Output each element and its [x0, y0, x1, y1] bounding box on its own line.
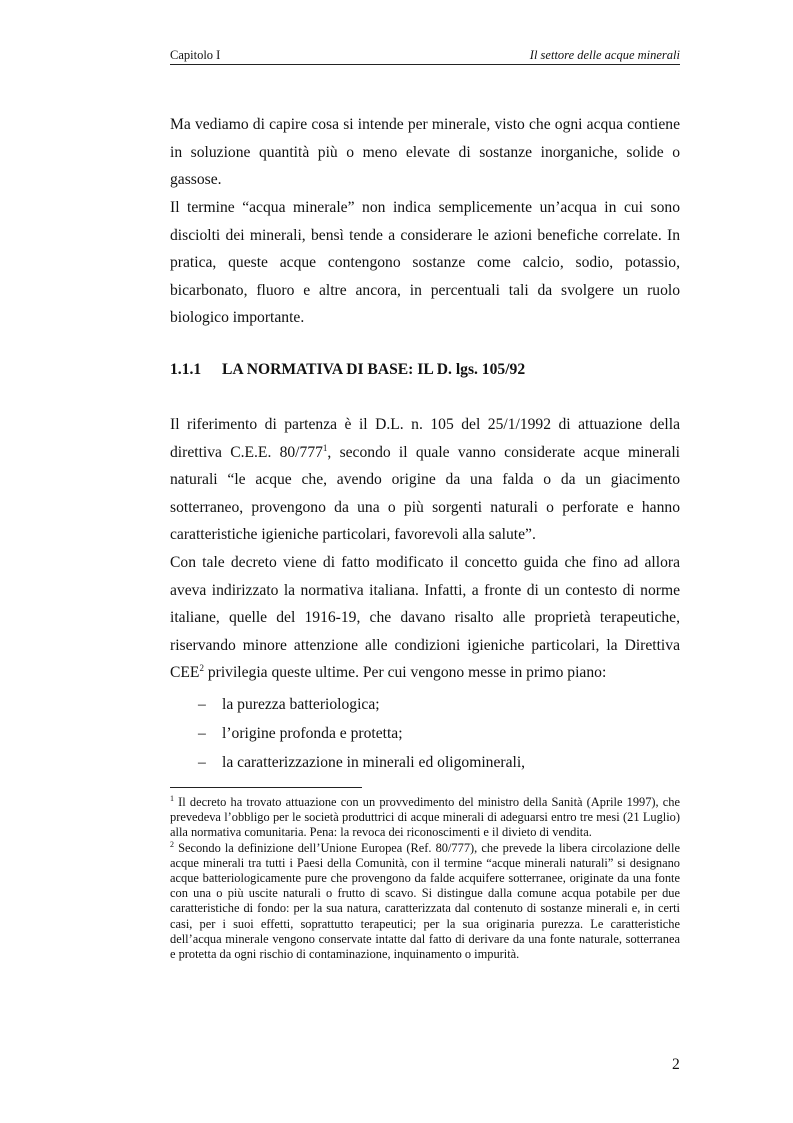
- section-heading: [170, 361, 525, 379]
- page-number: 2: [672, 1056, 680, 1073]
- paragraph-4-text-a: Con tale decreto viene di fatto modificato il concetto guida che fino ad allora aveva indirizzato la normativa italiana. Infatti, a fronte di un contesto di norme italiane, quelle del 1916-19, che davano risalto alle proprietà terapeutiche, riservando minore attenzione alle condizioni igieniche particolari, la Direttiva CEE: [170, 554, 680, 681]
- footnote-1-text: Il decreto ha trovato attuazione con un provvedimento del ministro della Sanità (Aprile 1997), che prevedeva l’obbligo per le società produttrici di acque minerali di adeguarsi entro tre mesi (21 Luglio) alla normativa comunitaria. Pena: la revoca dei riconoscimenti e il divieto di vendita.: [170, 795, 680, 840]
- section-title: Il settore delle acque minerali: [529, 48, 680, 62]
- footnote-separator: [170, 787, 362, 788]
- section-heading-title: LA NORMATIVA DI BASE: IL D. lgs. 105/92: [222, 361, 526, 378]
- paragraph-2-text: Il termine “acqua minerale” non indica semplicemente un’acqua in cui sono disciolti dei minerali, bensì tende a considerare le azioni benefiche correlate. In pratica, queste acque contengono sostanze come calcio, sodio, potassio, bicarbonato, fluoro e altre ancora, in percentuali tali da svolgere un ruolo biologico importante.: [170, 199, 680, 326]
- list-dash: –: [198, 754, 206, 771]
- list-item: – la caratterizzazione in minerali ed oligominerali,: [198, 748, 525, 777]
- footnotes: [170, 795, 680, 962]
- footnote-2: [170, 841, 680, 963]
- footnote-1: [170, 795, 680, 841]
- footnote-ref-1[interactable]: 1: [322, 442, 328, 453]
- chapter-label: Capitolo I: [170, 48, 221, 62]
- paragraph-3-text-b: , secondo il quale vanno considerate acque minerali naturali “le acque che, avendo origine da una falda o da un giacimento sotterraneo, provengono da una o più sorgenti naturali o perforate e hanno caratteristiche igieniche particolari, favorevoli alla salute”.: [170, 443, 680, 543]
- footnote-2-number: 2: [170, 839, 174, 849]
- paragraph-1: [170, 111, 680, 194]
- list-item: – l’origine profonda e protetta;: [198, 719, 525, 748]
- paragraph-4: [170, 549, 680, 687]
- priority-list: [198, 690, 525, 777]
- list-item: – la purezza batteriologica;: [198, 690, 525, 719]
- paragraph-2: [170, 194, 680, 332]
- paragraph-3-text-a: Il riferimento di partenza è il D.L. n. 105 del 25/1/1992 di attuazione della direttiva C.E.E. 80/777: [170, 416, 680, 461]
- paragraph-4-text-b: privilegia queste ultime. Per cui vengono messe in primo piano:: [203, 664, 607, 681]
- section-number: 1.1.1: [170, 361, 202, 378]
- list-dash: –: [198, 725, 206, 742]
- paragraph-3: [170, 411, 680, 549]
- footnote-1-number: 1: [170, 793, 174, 803]
- paragraph-1-text: Ma vediamo di capire cosa si intende per minerale, visto che ogni acqua contiene in soluzione quantità più o meno elevate di sostanze inorganiche, solide o gassose.: [170, 116, 680, 188]
- list-dash: –: [198, 696, 206, 713]
- footnote-2-text: Secondo la definizione dell’Unione Europea (Ref. 80/777), che prevede la libera circolazione delle acque minerali tra tutti i Paesi della Comunità, con il termine “acque minerali naturali” si designano acque batteriologicamente pure che provengono da falde acquifere sotterranee, originate da una fonte con una o più uscite naturali o frutto di scavo. Si distingue dalla comune acqua potabile per due caratteristiche di fondo: per la sua natura, caratterizzata dal contenuto di sostanze minerali e, in certi casi, per i suoi effetti, soprattutto terapeutici; per la sua originaria purezza. Le caratteristiche dell’acqua minerale vengono conservate intatte dal fatto di derivare da una fonte naturale, sotterranea e protetta da ogni rischio di contaminazione, inquinamento o impurità.: [170, 840, 680, 962]
- page-header: [170, 48, 680, 65]
- footnote-ref-2[interactable]: 2: [199, 662, 204, 673]
